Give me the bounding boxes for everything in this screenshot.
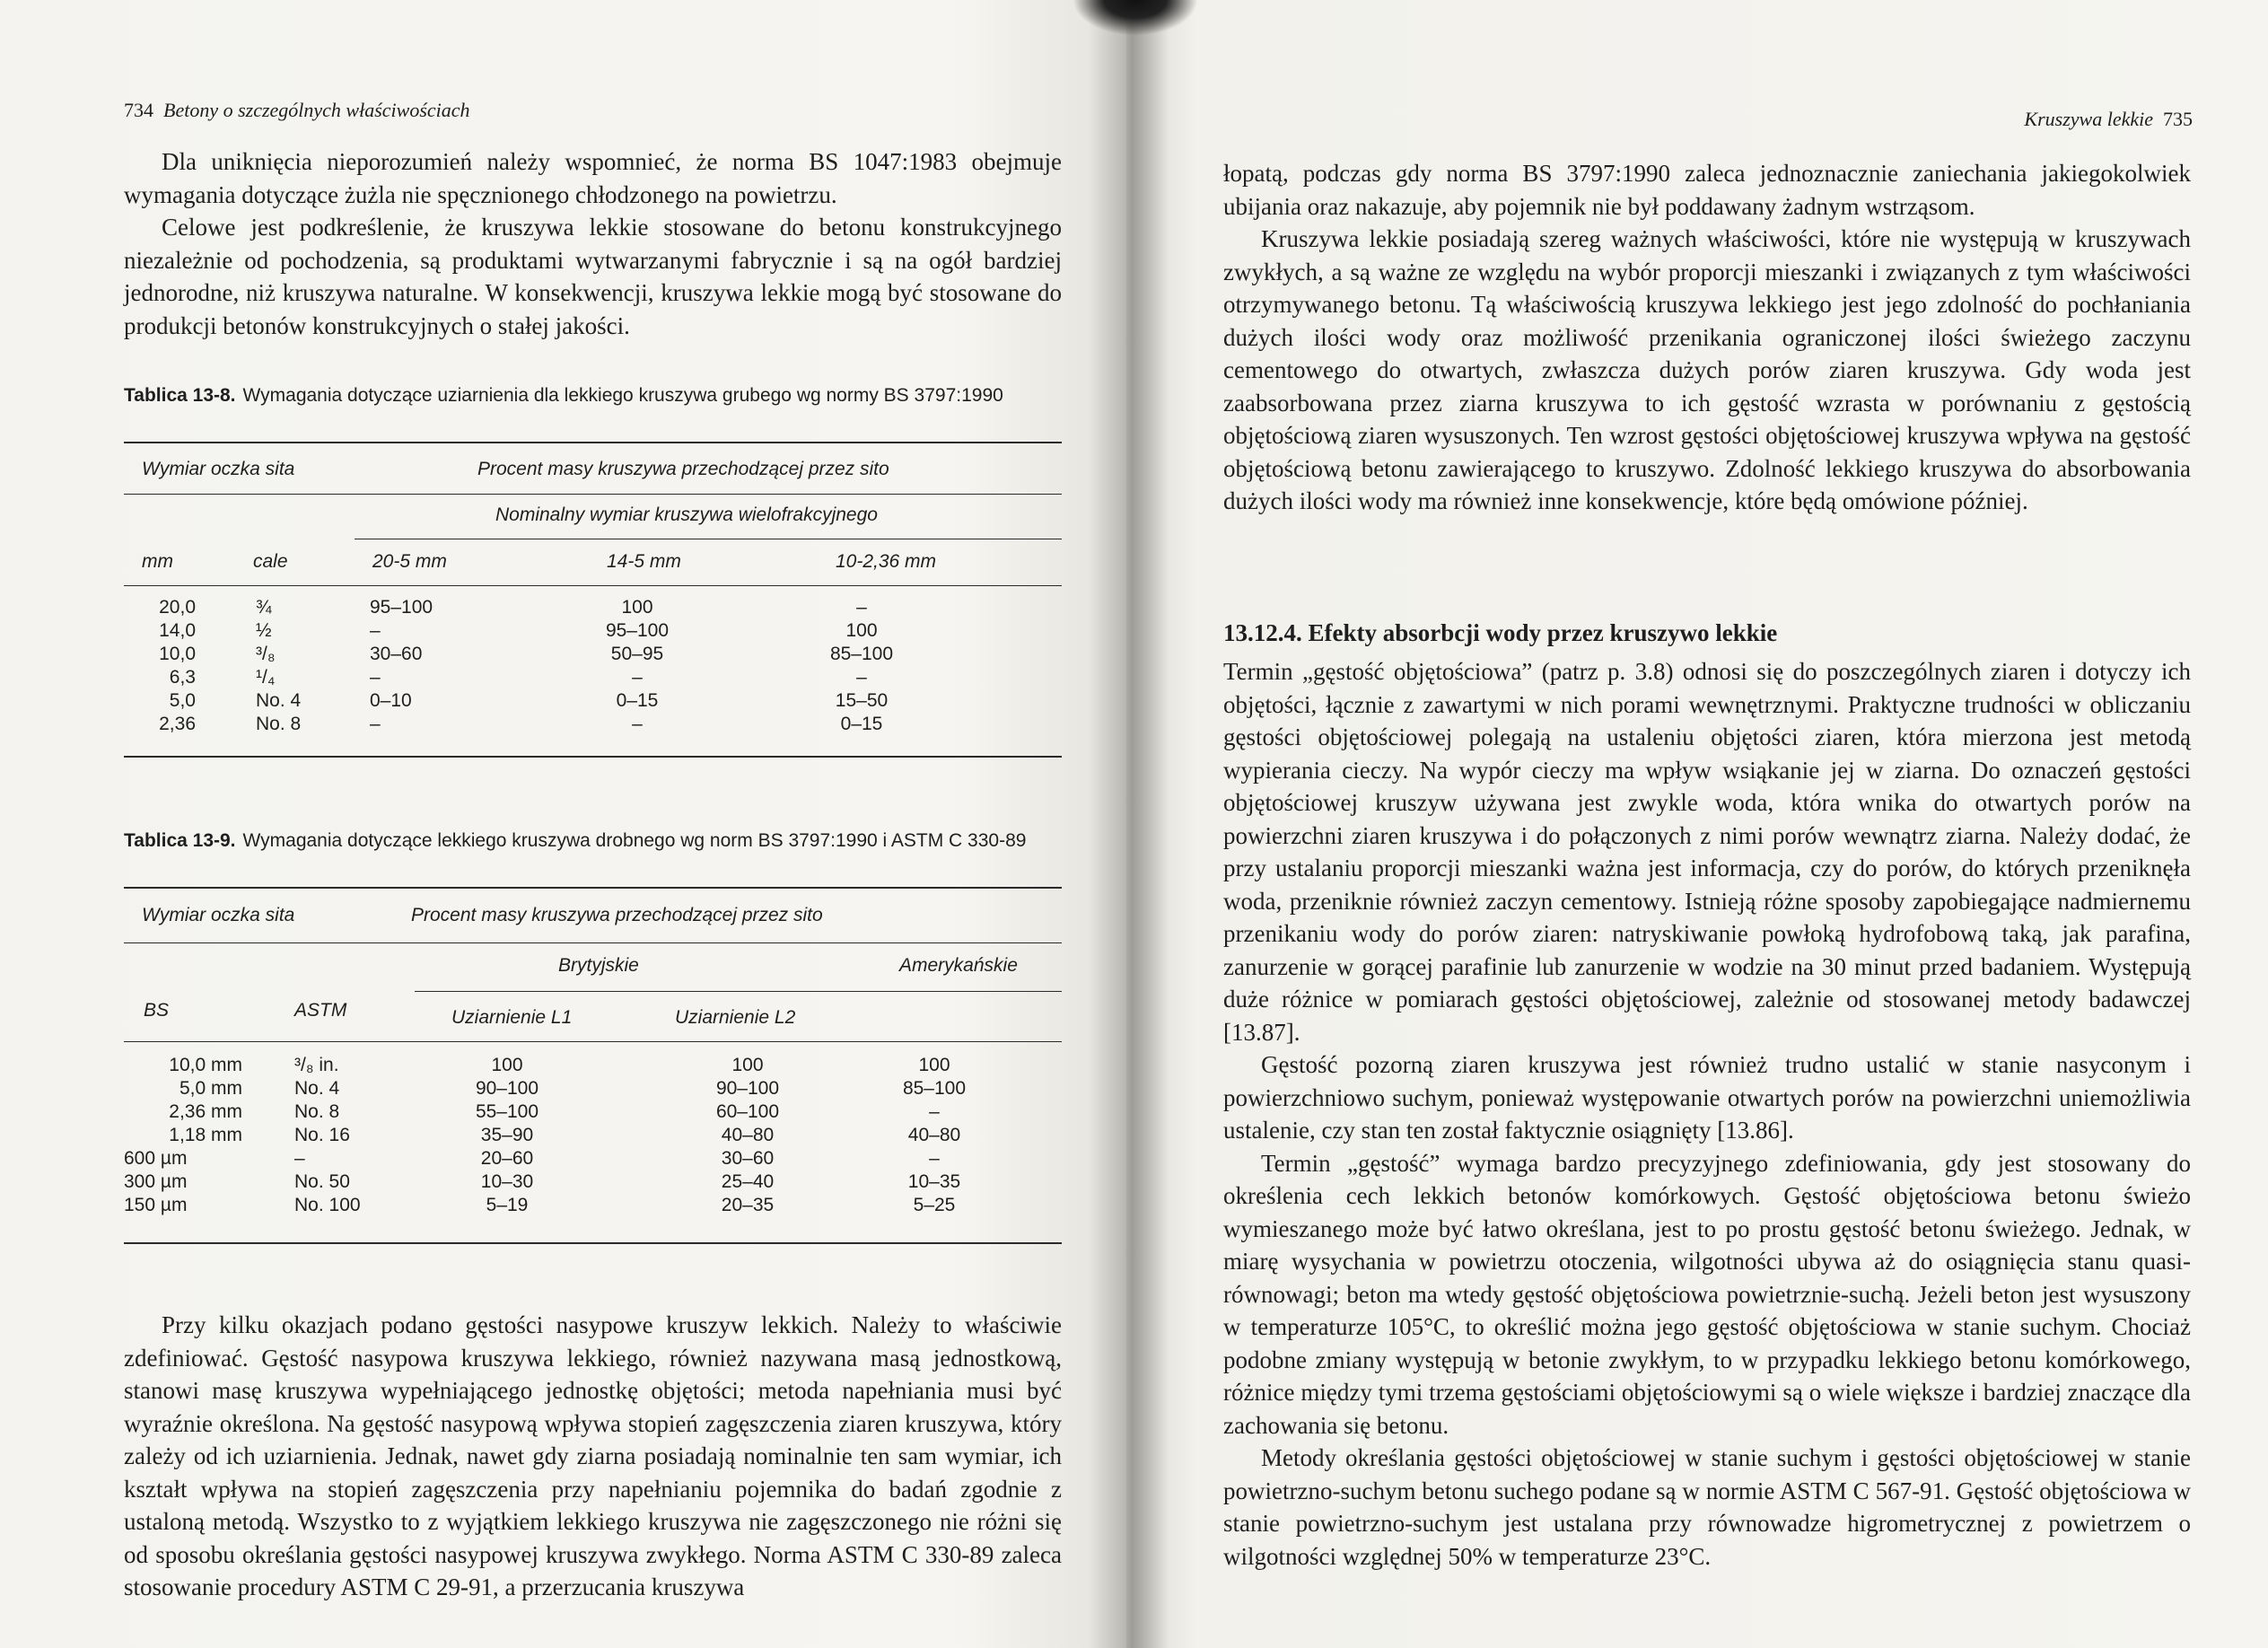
t2-bottom-rule <box>124 1242 1062 1244</box>
t1-header-mm: mm <box>142 551 173 572</box>
t1-cell: 95–100 <box>605 620 670 641</box>
table-13-8-top-rule <box>124 442 1062 443</box>
t2-cell: 1,18 mm <box>169 1125 242 1145</box>
t2-cell: – <box>929 1148 940 1169</box>
t1-cell: – <box>370 714 381 734</box>
table-13-9-top-rule <box>124 887 1062 889</box>
t1-cell: No. 8 <box>256 714 302 734</box>
t1-rule-1 <box>124 494 1062 495</box>
section-heading-13-12-4: 13.12.4. Efekty absorbcji wody przez kruszywo lekkie <box>1223 619 1778 646</box>
right-page <box>1126 0 2268 1648</box>
right-paragraph-1: łopatą, podczas gdy norma BS 3797:1990 zaleca jednoznacznie zaniechania jakiegokolwiek ubijania oraz nakazuje, aby pojemnik nie był poddawany żadnym wstrząsom. <box>1223 160 2191 220</box>
t2-header-percent: Procent masy kruszywa przechodzącej przez sito <box>411 905 823 925</box>
t2-cell: 25–40 <box>721 1171 775 1192</box>
t2-cell: 100 <box>918 1055 950 1075</box>
t2-cell: 5,0 mm <box>179 1078 242 1099</box>
t1-cell: – <box>632 714 643 734</box>
table-13-9-title: Wymagania dotyczące lekkiego kruszywa drobnego wg norm BS 3797:1990 i ASTM C 330-89 <box>242 830 1027 851</box>
left-running-title: Betony o szczególnych właściwościach <box>163 99 470 121</box>
t2-cell: 300 µm <box>124 1171 188 1192</box>
right-main-text <box>1223 655 2191 1573</box>
t2-cell: 10–30 <box>480 1171 534 1192</box>
t2-cell: No. 100 <box>294 1195 361 1215</box>
t2-cell: 20–60 <box>480 1148 534 1169</box>
t2-col-astm <box>294 1054 393 1217</box>
table-13-8-label: Tablica 13-8. <box>124 385 236 406</box>
right-paragraph-3: Termin „gęstość objętościowa” (patrz p. 3.8) odnosi się do poszczególnych ziaren i dotyczy ich objętości, łącznie z zawartymi w nich porami wewnętrznymi. Praktyczne trudności w obliczaniu gęstości objętościowej polegają na ustaleniu objętości ziaren, która mierzona jest metodą wypierania cieczy. Na wypór cieczy ma wpływ wsiąkanie jej w ziarna. Do oznaczeń gęstości objętościowej kruszyw używana jest zwykle woda, która wnika do otwartych porów na powierzchni ziaren kruszywa i do połączonych z nimi porów wewnątrz ziarna. Należy dodać, że przy ustalaniu proporcji mieszanki ważna jest informacja, czy do porów, do których przeniknęła woda, przeniknie również zaczyn cementowy. Istnieją różne sposoby zapobiegające nadmiernemu przenikaniu wody do porów ziaren: natryskiwanie powłoką hydrofobową taką, jak parafina, zanurzenie w gorącej parafinie lub zanurzenie w wodzie na 30 minut przed badaniem. Występują duże różnice w pomiarach gęstości objętościowej, zależnie od stosowanej metody badawczej [13.87]. <box>1223 658 2191 1046</box>
t1-rule-3 <box>124 585 1062 586</box>
left-intro-text <box>124 145 1062 342</box>
right-page-number: 735 <box>2163 108 2193 130</box>
t1-header-cale: cale <box>253 551 288 572</box>
t2-cell: No. 16 <box>294 1125 350 1145</box>
t1-cell: – <box>856 667 867 688</box>
t2-cell: 90–100 <box>715 1078 780 1099</box>
t1-col-14-5 <box>583 596 691 736</box>
t1-header-sieve: Wymiar oczka sita <box>142 459 295 479</box>
table-13-9-caption <box>124 829 1062 853</box>
t2-cell: ³/₈ in. <box>294 1055 339 1075</box>
t1-header-10-236: 10-2,36 mm <box>836 551 937 572</box>
left-paragraph-2: Celowe jest podkreślenie, że kruszywa lekkie stosowane do betonu konstrukcyjnego niezależnie od pochodzenia, są produktami wytwarzanymi fabrycznie i są na ogół bardziej jednorodne, niż kruszywa naturalne. W konsekwencji, kruszywa lekkie mogą być stosowane do produkcji betonów konstrukcyjnych o stałej jakości. <box>124 214 1062 339</box>
t2-col-l1 <box>458 1054 556 1217</box>
t1-cell: 0–15 <box>616 690 659 711</box>
t1-col-20-5 <box>370 596 477 736</box>
t1-cell: 30–60 <box>370 644 423 664</box>
right-paragraph-6: Metody określania gęstości objętościowej w stanie suchym i gęstości objętościowej w stanie powietrzno-suchym betonu suchego podane są w normie ASTM C 567-91. Gęstość objętościowa w stanie powietrzno-suchym jest ustalana przy równowadze higrometrycznej z powietrzem o wilgotności względnej 50% w temperaturze 23°C. <box>1223 1444 2191 1570</box>
book-spine-top <box>1073 0 1198 36</box>
t2-col-american <box>885 1054 984 1217</box>
book-gutter-shadow <box>1088 0 1169 1648</box>
t2-cell: 2,36 mm <box>169 1101 242 1122</box>
t2-col-bs <box>124 1054 242 1217</box>
t2-rule-3 <box>124 1041 1062 1042</box>
t2-cell: No. 4 <box>294 1078 340 1099</box>
t1-cell: 50–95 <box>610 644 664 664</box>
t2-cell: 10–35 <box>907 1171 961 1192</box>
t1-cell: – <box>370 667 381 688</box>
t2-cell: No. 8 <box>294 1101 340 1122</box>
t2-cell: 60–100 <box>715 1101 780 1122</box>
t1-cell: 6,3 <box>169 667 196 688</box>
t1-header-14-5: 14-5 mm <box>607 551 681 572</box>
t2-cell: 100 <box>491 1055 523 1075</box>
table-13-8-title: Wymagania dotyczące uziarnienia dla lekkiego kruszywa grubego wg normy BS 3797:1990 <box>242 385 1003 406</box>
t2-cell: No. 50 <box>294 1171 350 1192</box>
t1-cell: ³/₈ <box>256 644 276 664</box>
left-paragraph-1: Dla uniknięcia nieporozumień należy wspomnieć, że norma BS 1047:1983 obejmuje wymagania dotyczące żużla nie spęcznionego chłodzonego na powietrzu. <box>124 148 1062 208</box>
t2-header-l2: Uziarnienie L2 <box>675 1007 796 1028</box>
t2-rule-2 <box>415 991 1062 992</box>
t2-cell: 55–100 <box>475 1101 539 1122</box>
t2-cell: 40–80 <box>721 1125 775 1145</box>
t1-cell: 100 <box>621 597 653 618</box>
t1-header-20-5: 20-5 mm <box>372 551 447 572</box>
t1-cell: 5,0 <box>169 690 196 711</box>
t2-rule-1 <box>124 942 1062 943</box>
t1-cell: 0–10 <box>370 690 412 711</box>
t1-cell: 15–50 <box>835 690 889 711</box>
left-page <box>0 0 1126 1648</box>
t1-col-mm <box>124 596 196 736</box>
t1-cell: – <box>856 597 867 618</box>
t2-cell: 5–19 <box>486 1195 529 1215</box>
table-13-8-caption <box>124 384 1062 408</box>
t2-cell: 10,0 mm <box>169 1055 242 1075</box>
t1-cell: 100 <box>845 620 878 641</box>
t1-cell: 85–100 <box>829 644 894 664</box>
right-running-title: Kruszywa lekkie <box>2024 108 2153 130</box>
t1-bottom-rule <box>124 756 1062 758</box>
t1-cell: ¹/₄ <box>256 667 276 688</box>
t2-cell: 30–60 <box>721 1148 775 1169</box>
t2-header-british: Brytyjskie <box>558 955 639 976</box>
t1-cell: 10,0 <box>159 644 196 664</box>
right-paragraph-4: Gęstość pozorną ziaren kruszywa jest również trudno ustalić w stanie nasyconym i powierzchniowo suchym, ponieważ występowanie otwartych porów na powierzchni uniemożliwia ustalenie, czy stan ten został faktycznie osiągnięty [13.86]. <box>1223 1051 2191 1144</box>
t2-cell: 600 µm <box>124 1148 188 1169</box>
t2-col-l2 <box>698 1054 797 1217</box>
t1-cell: ¾ <box>256 597 272 618</box>
t1-cell: 2,36 <box>159 714 196 734</box>
left-page-number: 734 <box>124 99 153 121</box>
left-paragraph-3: Przy kilku okazjach podano gęstości nasypowe kruszyw lekkich. Należy to właściwie zdefiniować. Gęstość nasypowa kruszywa lekkiego, również nazywana masą jednostkową, stanowi masę kruszywa wypełniającego jednostkę objętości; metoda napełniania musi być wyraźnie określona. Na gęstość nasypową wpływa stopień zagęszczenia ziaren kruszywa, który zależy od ich uziarnienia. Jednak, nawet gdy ziarna posiadają nominalnie ten sam wymiar, ich kształt wpływa na stopień zagęszczenia przy napełnianiu pojemnika do badań zgodnie z ustaloną metodą. Wszystko to z wyjątkiem lekkiego kruszywa nie zagęszczonego nie różni się od sposobu określania gęstości nasypowej kruszywa zwykłego. Norma ASTM C 330-89 zaleca stosowanie procedury ASTM C 29-91, a przerzucania kruszywa <box>124 1311 1062 1600</box>
t2-header-bs: BS <box>144 1000 170 1021</box>
t1-cell: ½ <box>256 620 272 641</box>
t2-cell: 5–25 <box>913 1195 956 1215</box>
t1-cell: – <box>370 620 381 641</box>
t2-cell: 90–100 <box>475 1078 539 1099</box>
t1-cell: 0–15 <box>840 714 883 734</box>
t1-cell: 95–100 <box>370 597 433 618</box>
t2-cell: – <box>929 1101 940 1122</box>
right-paragraph-2: Kruszywa lekkie posiadają szereg ważnych właściwości, które nie występują w kruszywach zwykłych, a są ważne ze względu na wybór proporcji mieszanki i związanych z tym właściwości otrzymywanego betonu. Tą właściwością kruszywa lekkiego jest jego zdolność do pochłaniania dużych ilości wody oraz możliwość przenikania ograniczonej ilości świeżego zaczynu cementowego do otwartych, zwłaszcza dużych porów ziaren kruszywa. Gdy woda jest zaabsorbowana przez ziarna kruszywa to ich gęstość wzrasta w porównaniu z gęstością objętościową ziaren wysuszonych. Ten wzrost gęstości objętościowej kruszywa wpływa na gęstość objętościową betonu zawierającego to kruszywo. Zdolność lekkiego kruszywa do absorbowania dużych ilości wody ma również inne konsekwencje, które będą omówione później. <box>1223 225 2191 514</box>
t1-header-nominal: Nominalny wymiar kruszywa wielofrakcyjnego <box>495 504 878 525</box>
right-top-text <box>1223 157 2191 518</box>
table-13-9-label: Tablica 13-9. <box>124 830 236 851</box>
t1-header-percent: Procent masy kruszywa przechodzącej przez sito <box>477 459 889 479</box>
t2-header-l1: Uziarnienie L1 <box>451 1007 573 1028</box>
t1-cell: No. 4 <box>256 690 302 711</box>
t2-cell: 85–100 <box>902 1078 967 1099</box>
t2-cell: 20–35 <box>721 1195 775 1215</box>
t1-col-10-236 <box>808 596 915 736</box>
left-running-head <box>124 99 470 122</box>
t2-cell: 100 <box>731 1055 764 1075</box>
left-bottom-text <box>124 1309 1062 1604</box>
t1-cell: 14,0 <box>159 620 196 641</box>
t2-cell: 35–90 <box>480 1125 534 1145</box>
t1-col-cale <box>256 596 337 736</box>
t2-header-astm: ASTM <box>294 1000 347 1021</box>
right-paragraph-5: Termin „gęstość” wymaga bardzo precyzyjnego zdefiniowania, gdy jest stosowany do określenia cech lekkich betonów komórkowych. Gęstość objętościowa betonu świeżo wymieszanego może być łatwo określana, jest to po prostu gęstość betonu świeżego. Jednak, w miarę wysychania w powietrzu otoczenia, wilgotności ubywa aż do osiągnięcia stanu quasi-równowagi; beton ma wtedy gęstość objętościowa powietrznie-suchą. Jeżeli beton jest wysuszony w temperaturze 105°C, to określić można jego gęstość objętościowa w stanie suchym. Chociaż podobne zmiany występują w betonie zwykłym, to w przypadku lekkiego betonu komórkowego, różnice między tymi trzema gęstościami objętościowymi są o wiele większe i bardziej znaczące dla zachowania się betonu. <box>1223 1149 2191 1439</box>
t2-cell: – <box>294 1148 305 1169</box>
t1-cell: – <box>632 667 643 688</box>
t2-header-sieve: Wymiar oczka sita <box>142 905 295 925</box>
t2-header-american: Amerykańskie <box>899 955 1018 976</box>
t2-cell: 150 µm <box>124 1195 188 1215</box>
t2-cell: 40–80 <box>907 1125 961 1145</box>
t1-cell: 20,0 <box>159 597 196 618</box>
right-running-head <box>2024 108 2193 131</box>
